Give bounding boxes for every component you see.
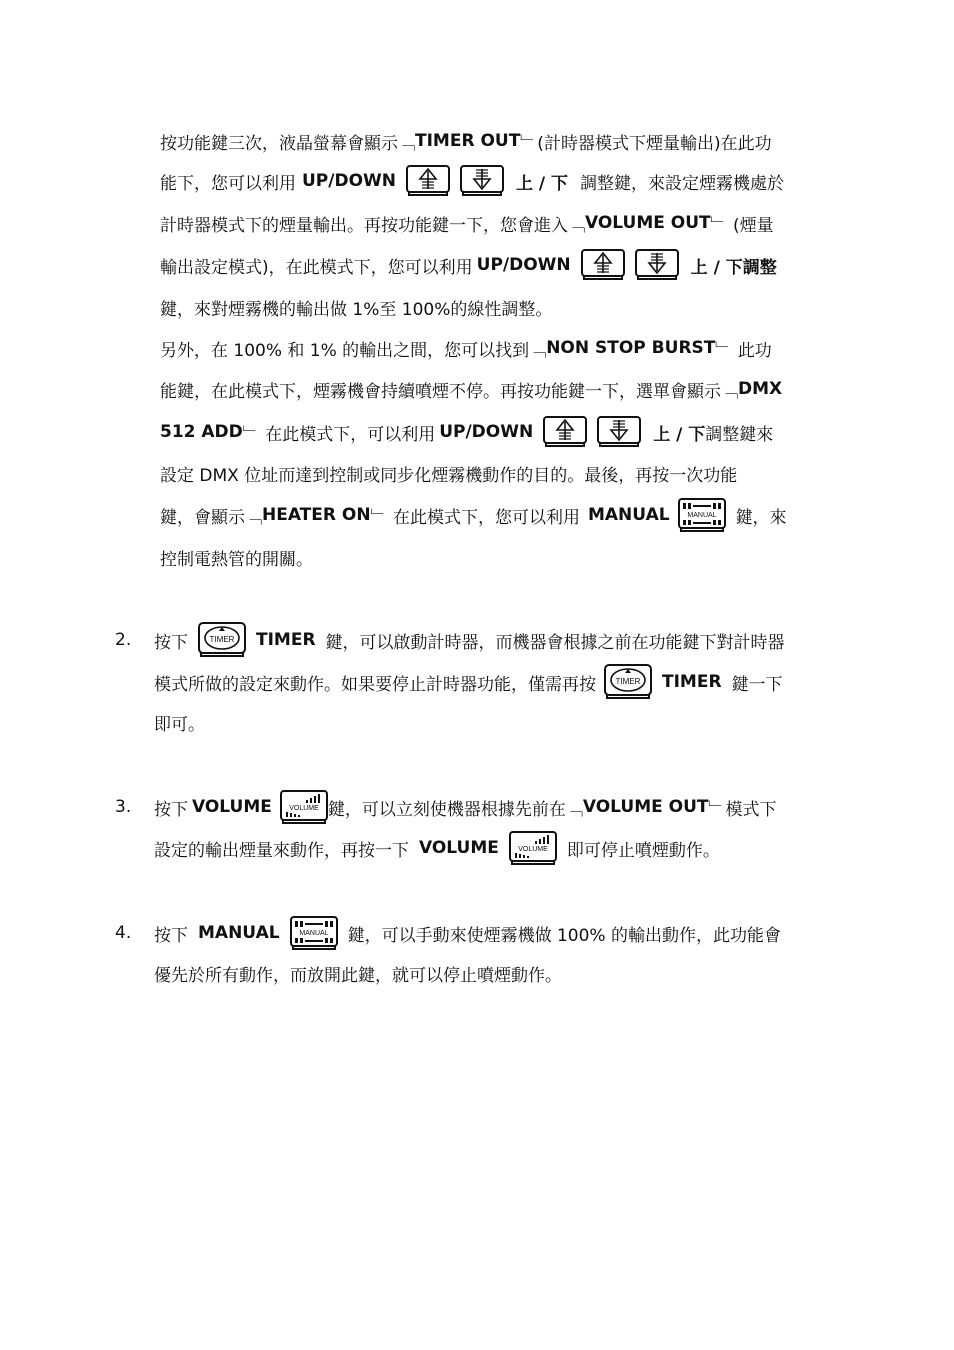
key-name: UP/DOWN: [439, 422, 534, 442]
list-number-4: 4.: [115, 923, 132, 943]
down-key-icon: [635, 249, 679, 281]
text: 即可。: [154, 714, 205, 735]
item2-line-2: [154, 667, 783, 697]
text: 鍵，來對煙霧機的輸出做 1%至 100%的線性調整。: [160, 299, 553, 320]
text: 按下: [154, 632, 188, 653]
intro-line-10: [160, 500, 787, 530]
text: ﹂(計時器模式下煙量輸出)在此功: [520, 133, 772, 154]
key-direction: 上 / 下: [516, 173, 569, 194]
mode-name: HEATER ON: [262, 505, 371, 525]
down-key-icon: [460, 165, 504, 197]
intro-line-1: [160, 126, 772, 156]
item4-line-2: [154, 958, 562, 988]
text: 能下，您可以利用: [160, 173, 296, 194]
intro-line-5: [160, 292, 552, 322]
item3-line-2: [154, 833, 720, 863]
mode-name: VOLUME OUT: [582, 797, 709, 817]
text: 調整鍵，來設定煙霧機處於: [580, 173, 785, 194]
text: ﹂ 在此模式下，可以利用: [242, 424, 436, 445]
text: 即可停止噴煙動作。: [566, 840, 720, 861]
item4-line-1: [154, 918, 781, 948]
volume-key-icon: [280, 790, 328, 824]
text: 計時器模式下的煙量輸出。再按功能鍵一下，您會進入﹁: [160, 215, 585, 236]
text: 鍵，可以啟動計時器，而機器會根據之前在功能鍵下對計時器: [325, 632, 785, 653]
key-direction: 上 / 下: [653, 424, 706, 445]
text: 輸出設定模式)，在此模式下，您可以利用: [160, 257, 473, 278]
text: 按功能鍵三次，液晶螢幕會顯示﹁: [160, 133, 415, 154]
mode-name: VOLUME OUT: [585, 213, 711, 233]
timer-key-icon: [604, 664, 652, 700]
down-key-icon: [597, 416, 641, 448]
mode-name: DMX: [738, 379, 783, 399]
text: 鍵，來: [735, 507, 787, 528]
text: 另外，在 100% 和 1% 的輸出之間，您可以找到﹁: [160, 340, 547, 361]
item2-line-1: [154, 625, 785, 655]
key-name: VOLUME: [192, 797, 272, 817]
text: 設定 DMX 位址而達到控制或同步化煙霧機動作的目的。最後，再按一次功能: [160, 465, 738, 486]
volume-key-icon: [509, 831, 557, 865]
up-key-icon: [543, 416, 587, 448]
text: 優先於所有動作，而放開此鍵，就可以停止噴煙動作。: [154, 965, 562, 986]
key-name: MANUAL: [198, 923, 280, 943]
manual-key-icon: [678, 498, 726, 532]
intro-line-7: [160, 374, 782, 404]
up-key-icon: [581, 249, 625, 281]
intro-line-3: [160, 208, 774, 238]
key-name: MANUAL: [587, 505, 670, 525]
mode-name: 512 ADD: [160, 422, 243, 442]
text: 設定的輸出煙量來動作，再按一下: [154, 840, 409, 861]
list-number-2: 2.: [115, 630, 132, 650]
intro-line-9: [160, 458, 737, 488]
intro-line-6: [160, 333, 772, 363]
text: 按下: [154, 799, 188, 820]
text: 按下: [154, 925, 188, 946]
intro-line-4: [160, 250, 777, 280]
list-number-3: 3.: [115, 797, 132, 817]
mode-name: NON STOP BURST: [546, 338, 716, 358]
intro-line-2: [160, 166, 784, 196]
item2-line-3: [154, 707, 205, 737]
key-name: VOLUME: [419, 838, 499, 858]
text: 鍵，可以立刻使機器根據先前在﹁: [327, 799, 583, 820]
text: 模式所做的設定來動作。如果要停止計時器功能，僅需再按: [154, 674, 596, 695]
item3-line-1: [154, 792, 777, 822]
timer-key-icon: [198, 622, 246, 658]
text: ﹂ 此功: [715, 340, 772, 361]
text: ﹂ (煙量: [710, 215, 774, 236]
intro-line-8: [160, 417, 773, 447]
text: ﹂模式下: [708, 799, 777, 820]
manual-key-icon: [290, 916, 338, 950]
text: 能鍵，在此模式下，煙霧機會持續噴煙不停。再按功能鍵一下，選單會顯示﹁: [160, 381, 738, 402]
text: 鍵，會顯示﹁: [160, 507, 262, 528]
key-direction: 上 / 下調整: [690, 257, 777, 278]
key-name: TIMER: [256, 630, 316, 650]
intro-line-11: [160, 542, 313, 572]
key-name: UP/DOWN: [476, 255, 571, 275]
up-key-icon: [406, 165, 450, 197]
key-name: UP/DOWN: [302, 171, 397, 191]
text: 調整鍵來: [705, 424, 774, 445]
key-name: TIMER: [662, 672, 722, 692]
text: ﹂ 在此模式下，您可以利用: [370, 507, 580, 528]
text: 鍵，可以手動來使煙霧機做 100% 的輸出動作，此功能會: [347, 925, 781, 946]
mode-name: TIMER OUT: [415, 131, 521, 151]
text: 鍵一下: [731, 674, 783, 695]
text: 控制電熱管的開關。: [160, 549, 313, 570]
